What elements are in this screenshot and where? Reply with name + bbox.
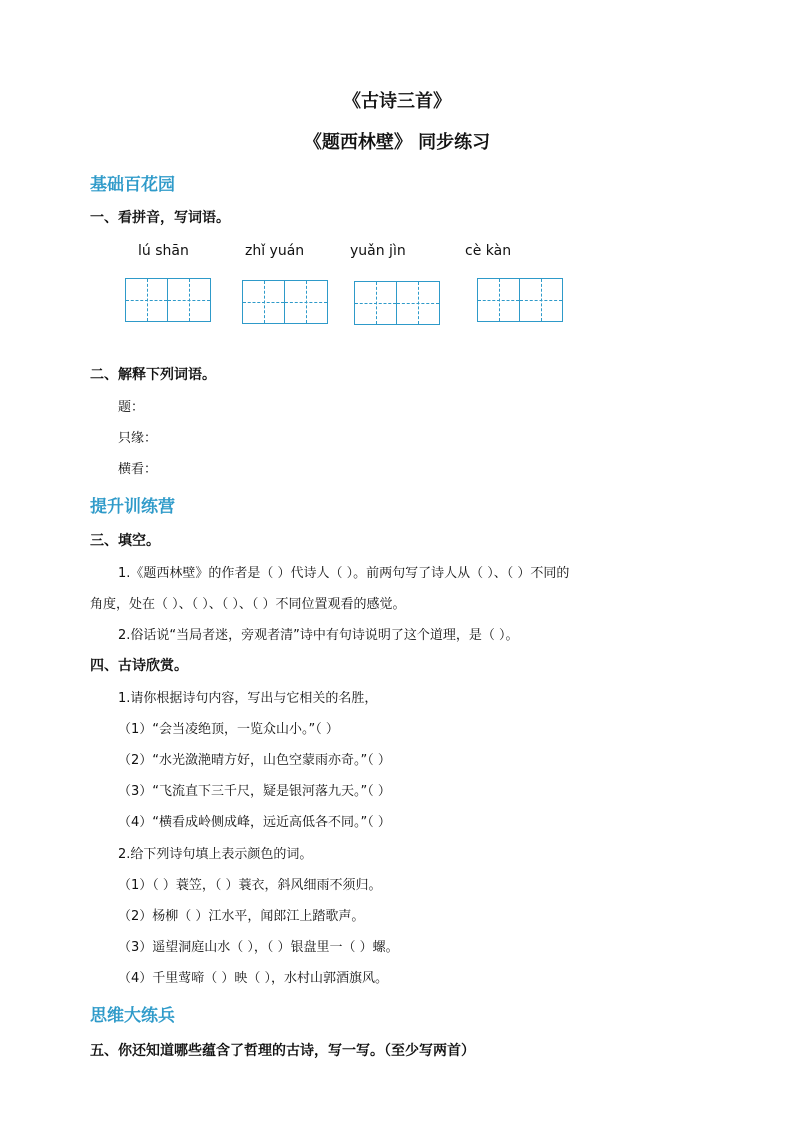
page-title: 《古诗三首》 (343, 91, 451, 112)
grid-cell[interactable] (397, 282, 439, 324)
grid-cell[interactable] (168, 279, 210, 321)
grid-cell[interactable] (355, 282, 397, 324)
q4-sub1-item-3: （3）“飞流直下三千尺，疑是银河落九天。”（ ） (118, 784, 391, 799)
grid-cell[interactable] (520, 279, 562, 321)
term-ti: 题： (118, 400, 145, 415)
page-subtitle: 《题西林壁》 同步练习 (303, 132, 491, 153)
q4-sub1-item-2: （2）“水光潋滟晴方好，山色空蒙雨亦奇。”（ ） (118, 753, 391, 768)
grid-cell[interactable] (285, 281, 327, 323)
q4-sub2-item-4: （4）千里莺啼（ ）映（ ），水村山郭酒旗风。 (118, 971, 389, 986)
q3-line-1: 1.《题西林壁》的作者是（ ）代诗人（ ）。前两句写了诗人从（ ）、（ ）不同的 (118, 566, 570, 581)
section-improve: 提升训练营 (90, 497, 175, 517)
term-hengkan: 横看： (118, 462, 158, 477)
pinyin-2: zhǐ yuán (245, 243, 305, 259)
q4-sub2-item-2: （2）杨柳（ ）江水平，闻郎江上踏歌声。 (118, 909, 365, 924)
pinyin-1: lú shān (138, 243, 189, 259)
q4-sub1-item-4: （4）“横看成岭侧成峰，远近高低各不同。”（ ） (118, 815, 391, 830)
q1-title: 一、看拼音，写词语。 (90, 210, 230, 226)
q4-title: 四、古诗欣赏。 (90, 658, 188, 674)
pinyin-3: yuǎn jìn (350, 243, 406, 259)
q2-title: 二、解释下列词语。 (90, 367, 216, 383)
term-zhiyuan: 只缘： (118, 431, 158, 446)
q4-sub2-item-3: （3）遥望洞庭山水（ ），（ ）银盘里一（ ）螺。 (118, 940, 399, 955)
q4-sub1: 1.请你根据诗句内容，写出与它相关的名胜， (118, 691, 378, 706)
q4-sub2-item-1: （1）（ ）蓑笠，（ ）蓑衣，斜风细雨不须归。 (118, 878, 382, 893)
writing-grid-3[interactable] (354, 281, 440, 325)
writing-grid-4[interactable] (477, 278, 563, 322)
q4-sub1-item-1: （1）“会当凌绝顶，一览众山小。”（ ） (118, 722, 339, 737)
q3-line-3: 2.俗话说“当局者迷，旁观者清”诗中有句诗说明了这个道理，是（ ）。 (118, 628, 519, 643)
q5-title: 五、你还知道哪些蕴含了哲理的古诗，写一写。（至少写两首） (90, 1043, 475, 1059)
grid-cell[interactable] (126, 279, 168, 321)
pinyin-4: cè kàn (465, 243, 512, 259)
q4-sub2: 2.给下列诗句填上表示颜色的词。 (118, 847, 313, 862)
grid-cell[interactable] (478, 279, 520, 321)
q3-title: 三、填空。 (90, 533, 160, 549)
q3-line-2: 角度，处在（ ）、（ ）、（ ）、（ ）不同位置观看的感觉。 (90, 597, 406, 612)
grid-cell[interactable] (243, 281, 285, 323)
section-basic: 基础百花园 (90, 175, 175, 195)
section-thinking: 思维大练兵 (90, 1006, 175, 1026)
writing-grid-2[interactable] (242, 280, 328, 324)
writing-grid-1[interactable] (125, 278, 211, 322)
